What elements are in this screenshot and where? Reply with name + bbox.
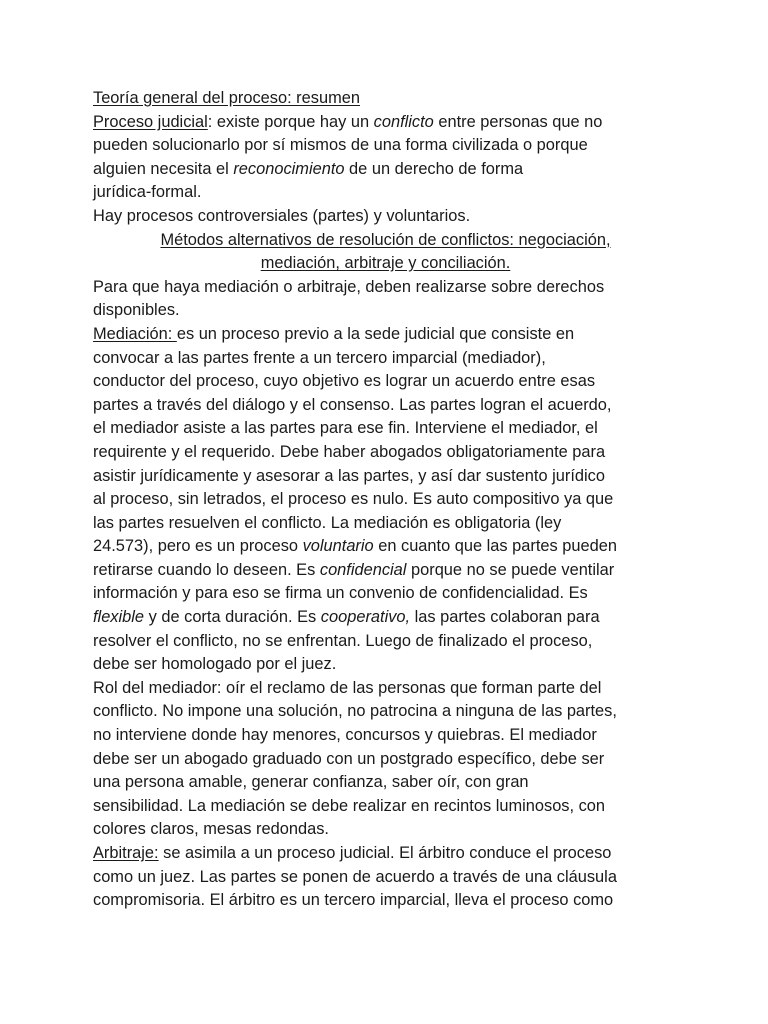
emphasized-term: conflicto	[373, 112, 434, 131]
text-run: información y para eso se firma un convenio de confidencialidad. Es	[93, 584, 588, 603]
text-line	[93, 748, 678, 772]
text-run: porque no se puede ventilar	[406, 560, 615, 579]
emphasized-term: reconocimiento	[233, 159, 345, 178]
text-run: 24.573), pero es un proceso	[93, 537, 303, 556]
text-line	[93, 653, 678, 677]
text-run: como un juez. Las partes se ponen de acuerdo a través de una cláusula	[93, 867, 617, 886]
text-line	[93, 512, 678, 536]
section-heading-line	[93, 252, 678, 276]
text-line	[93, 582, 678, 606]
text-run: las partes resuelven el conflicto. La mediación es obligatoria (ley	[93, 513, 562, 532]
text-run: Rol del mediador: oír el reclamo de las personas que forman parte del	[93, 678, 602, 697]
text-run: debe ser un abogado graduado con un postgrado específico, debe ser	[93, 749, 605, 768]
text-run: colores claros, mesas redondas.	[93, 820, 329, 839]
text-line	[93, 606, 678, 630]
text-line	[93, 134, 678, 158]
text-run: no interviene donde hay menores, concursos y quiebras. El mediador	[93, 726, 597, 745]
emphasized-term: flexible	[93, 608, 145, 627]
text-line	[93, 866, 678, 890]
section-heading-line	[93, 229, 678, 253]
text-line	[93, 700, 678, 724]
text-run: : existe porque hay un	[207, 112, 374, 131]
text-line	[93, 276, 678, 300]
underlined-term: Teoría general del proceso: resumen	[93, 89, 360, 107]
text-run: pueden solucionarlo por sí mismos de una forma civilizada o porque	[93, 136, 588, 155]
underlined-term: Métodos alternativos de resolución de conflictos: negociación,	[160, 230, 611, 249]
text-line	[93, 347, 678, 371]
text-line	[93, 158, 678, 182]
text-run: y de corta duración. Es	[144, 608, 321, 627]
underlined-term: mediación, arbitraje y conciliación.	[260, 254, 511, 273]
text-line	[93, 417, 678, 441]
emphasized-term: confidencial	[319, 560, 407, 579]
text-line	[93, 181, 678, 205]
emphasized-term: cooperativo,	[320, 608, 411, 627]
underlined-term: Proceso judicial	[93, 112, 208, 131]
text-line	[93, 559, 678, 583]
text-run: se asimila a un proceso judicial. El árbitro conduce el proceso	[158, 844, 612, 862]
text-line	[93, 535, 678, 559]
text-run: conflicto. No impone una solución, no patrocina a ninguna de las partes,	[93, 702, 617, 721]
document-page	[93, 87, 678, 913]
text-line	[93, 87, 678, 111]
text-line	[93, 771, 678, 795]
text-line	[93, 323, 678, 347]
text-run: asistir jurídicamente y asesorar a las partes, y así dar sustento jurídico	[93, 466, 605, 485]
text-line	[93, 441, 678, 465]
underlined-term: Arbitraje:	[93, 844, 159, 862]
text-run: Hay procesos controversiales (partes) y voluntarios.	[93, 206, 471, 225]
text-run: las partes colaboran para	[410, 608, 600, 627]
text-line	[93, 394, 678, 418]
text-run: resolver el conflicto, no se enfrentan. Luego de finalizado el proceso,	[93, 631, 593, 650]
text-run: en cuanto que las partes pueden	[373, 537, 617, 556]
text-line	[93, 677, 678, 701]
emphasized-term: voluntario	[302, 537, 374, 556]
text-line	[93, 724, 678, 748]
text-run: compromisoria. El árbitro es un tercero imparcial, lleva el proceso como	[93, 891, 614, 910]
text-run: jurídica-formal.	[93, 183, 202, 202]
text-run: convocar a las partes frente a un tercero imparcial (mediador),	[93, 348, 546, 367]
text-line	[93, 111, 678, 135]
text-run: requirente y el requerido. Debe haber abogados obligatoriamente para	[93, 442, 606, 461]
text-run: retirarse cuando lo deseen. Es	[93, 560, 320, 579]
text-line	[93, 205, 678, 229]
text-run: disponibles.	[93, 301, 180, 320]
text-line	[93, 465, 678, 489]
text-line	[93, 370, 678, 394]
text-run: una persona amable, generar confianza, saber oír, con gran	[93, 773, 529, 792]
text-run: sensibilidad. La mediación se debe realizar en recintos luminosos, con	[93, 796, 606, 815]
text-line	[93, 889, 678, 913]
text-line	[93, 299, 678, 323]
underlined-term: Mediación:	[93, 324, 177, 343]
text-line	[93, 630, 678, 654]
text-run: conductor del proceso, cuyo objetivo es lograr un acuerdo entre esas	[93, 372, 596, 391]
text-run: alguien necesita el	[93, 159, 234, 178]
text-run: partes a través del diálogo y el consenso. Las partes logran el acuerdo,	[93, 395, 612, 414]
text-line	[93, 795, 678, 819]
text-line	[93, 842, 678, 866]
text-run: Para que haya mediación o arbitraje, deben realizarse sobre derechos	[93, 277, 605, 296]
text-line	[93, 818, 678, 842]
text-run: entre personas que no	[433, 112, 603, 131]
text-line	[93, 488, 678, 512]
text-run: es un proceso previo a la sede judicial que consiste en	[176, 324, 575, 343]
text-run: el mediador asiste a las partes para ese fin. Interviene el mediador, el	[93, 419, 598, 438]
text-run: de un derecho de forma	[344, 159, 524, 178]
text-run: debe ser homologado por el juez.	[93, 655, 337, 674]
text-run: al proceso, sin letrados, el proceso es nulo. Es auto compositivo ya que	[93, 490, 614, 509]
